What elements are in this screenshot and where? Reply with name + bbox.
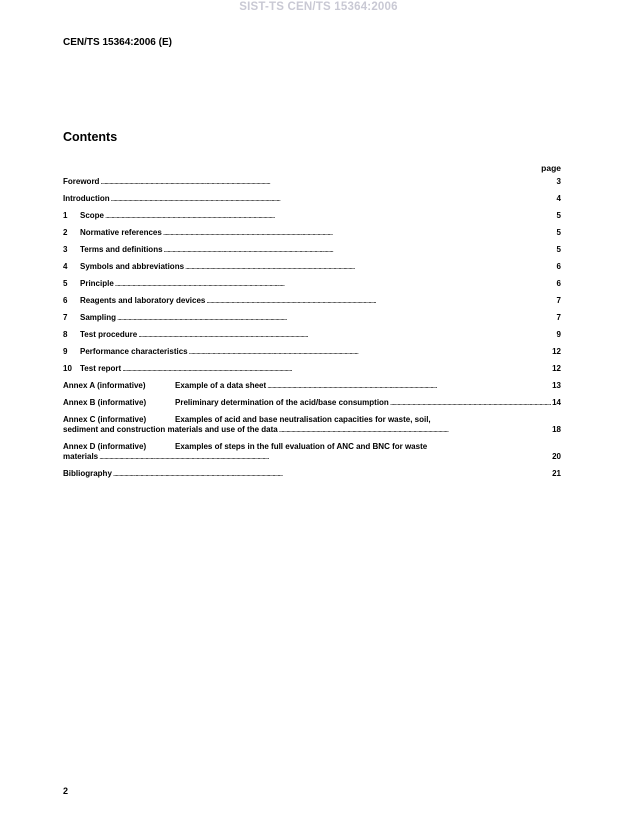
toc-entry-title: Example of a data sheet (175, 381, 267, 390)
toc-entry-terms-and-definitions[interactable] (63, 245, 561, 262)
toc-entry-page: 6 (556, 262, 561, 271)
toc-entry-page: 12 (552, 347, 561, 356)
toc-entry-title-continued: sediment and construction materials and use of the data (63, 425, 278, 434)
toc-entry-page: 20 (552, 452, 561, 461)
dot-leader (163, 228, 556, 238)
dot-leader (99, 452, 551, 462)
toc-entry-page: 14 (552, 398, 561, 407)
toc-entry-sampling[interactable] (63, 313, 561, 330)
toc-entry-page: 5 (556, 211, 561, 220)
toc-entry-title: Principle (80, 279, 114, 288)
toc-entry-number: 5 (63, 279, 68, 288)
toc-entry-page: 6 (556, 279, 561, 288)
toc-entry-title: Performance characteristics (80, 347, 188, 356)
contents-heading: Contents (63, 130, 118, 144)
dot-leader (111, 194, 556, 204)
toc-entry-page: 7 (556, 296, 561, 305)
toc-entry-title: Test procedure (80, 330, 138, 339)
annex-tag: Annex D (informative) (63, 442, 147, 451)
dot-leader (115, 279, 556, 289)
toc-entry-page: 12 (552, 364, 561, 373)
annex-tag: Annex B (informative) (63, 398, 147, 407)
toc-entry-principle[interactable] (63, 279, 561, 296)
dot-leader (206, 296, 555, 306)
toc-entry-annex-a[interactable] (63, 381, 561, 398)
watermark: SIST-TS CEN/TS 15364:2006 (239, 1, 398, 13)
toc-entry-number: 7 (63, 313, 68, 322)
dot-leader (117, 313, 556, 323)
toc-entry-symbols-and-abbreviations[interactable] (63, 262, 561, 279)
toc-entry-scope[interactable] (63, 211, 561, 228)
toc-entry-number: 8 (63, 330, 68, 339)
toc-entry-title: Examples of acid and base neutralisation capacities for waste, soil, (175, 415, 431, 424)
toc-entry-foreword[interactable] (63, 177, 561, 194)
toc-entry-title: Examples of steps in the full evaluation of ANC and BNC for waste (175, 442, 428, 451)
toc-entry-performance-characteristics[interactable] (63, 347, 561, 364)
dot-leader (138, 330, 555, 340)
document-code: CEN/TS 15364:2006 (E) (63, 37, 172, 48)
toc-entry-title: Scope (80, 211, 105, 220)
toc-entry-title: Introduction (63, 194, 110, 203)
toc-entry-page: 3 (556, 177, 561, 186)
toc-entry-title: Test report (80, 364, 122, 373)
toc-entry-title: Reagents and laboratory devices (80, 296, 206, 305)
toc-entry-page: 7 (556, 313, 561, 322)
dot-leader (122, 364, 551, 374)
toc-entry-page: 9 (556, 330, 561, 339)
toc-entry-number: 4 (63, 262, 68, 271)
toc-entry-annex-b[interactable] (63, 398, 561, 415)
toc-entry-annex-d[interactable] (63, 442, 561, 469)
dot-leader (113, 469, 551, 479)
page-number: 2 (63, 786, 69, 796)
toc-entry-number: 1 (63, 211, 68, 220)
dot-leader (390, 398, 551, 408)
toc-entry-bibliography[interactable] (63, 469, 561, 486)
toc-entry-test-procedure[interactable] (63, 330, 561, 347)
toc-entry-page: 18 (552, 425, 561, 434)
dot-leader (100, 177, 555, 187)
toc-entry-page: 5 (556, 228, 561, 237)
toc-entry-test-report[interactable] (63, 364, 561, 381)
dot-leader (105, 211, 556, 221)
toc-entry-page: 5 (556, 245, 561, 254)
toc-entry-number: 3 (63, 245, 68, 254)
page-column-label: page (541, 163, 561, 173)
toc-entry-title: Terms and definitions (80, 245, 163, 254)
dot-leader (189, 347, 551, 357)
toc-entry-annex-c[interactable] (63, 415, 561, 442)
toc-entry-page: 21 (552, 469, 561, 478)
toc-entry-title: Foreword (63, 177, 100, 186)
toc-entry-introduction[interactable] (63, 194, 561, 211)
toc-entry-page: 4 (556, 194, 561, 203)
toc-entry-reagents-and-laboratory-devices[interactable] (63, 296, 561, 313)
toc-entry-number: 6 (63, 296, 68, 305)
toc-entry-title: Normative references (80, 228, 162, 237)
toc-entry-title: Preliminary determination of the acid/base consumption (175, 398, 389, 407)
toc-entry-normative-references[interactable] (63, 228, 561, 245)
annex-tag: Annex A (informative) (63, 381, 146, 390)
annex-tag: Annex C (informative) (63, 415, 147, 424)
toc-entry-title: Symbols and abbreviations (80, 262, 185, 271)
toc-entry-title: Sampling (80, 313, 117, 322)
toc-entry-title: Bibliography (63, 469, 112, 478)
dot-leader (279, 425, 551, 435)
toc-entry-number: 10 (63, 364, 72, 373)
toc-entry-page: 13 (552, 381, 561, 390)
dot-leader (185, 262, 556, 272)
toc-entry-number: 9 (63, 347, 68, 356)
toc-entry-number: 2 (63, 228, 68, 237)
toc-entry-title-continued: materials (63, 452, 99, 461)
dot-leader (164, 245, 556, 255)
dot-leader (267, 381, 551, 391)
table-of-contents (63, 177, 561, 486)
